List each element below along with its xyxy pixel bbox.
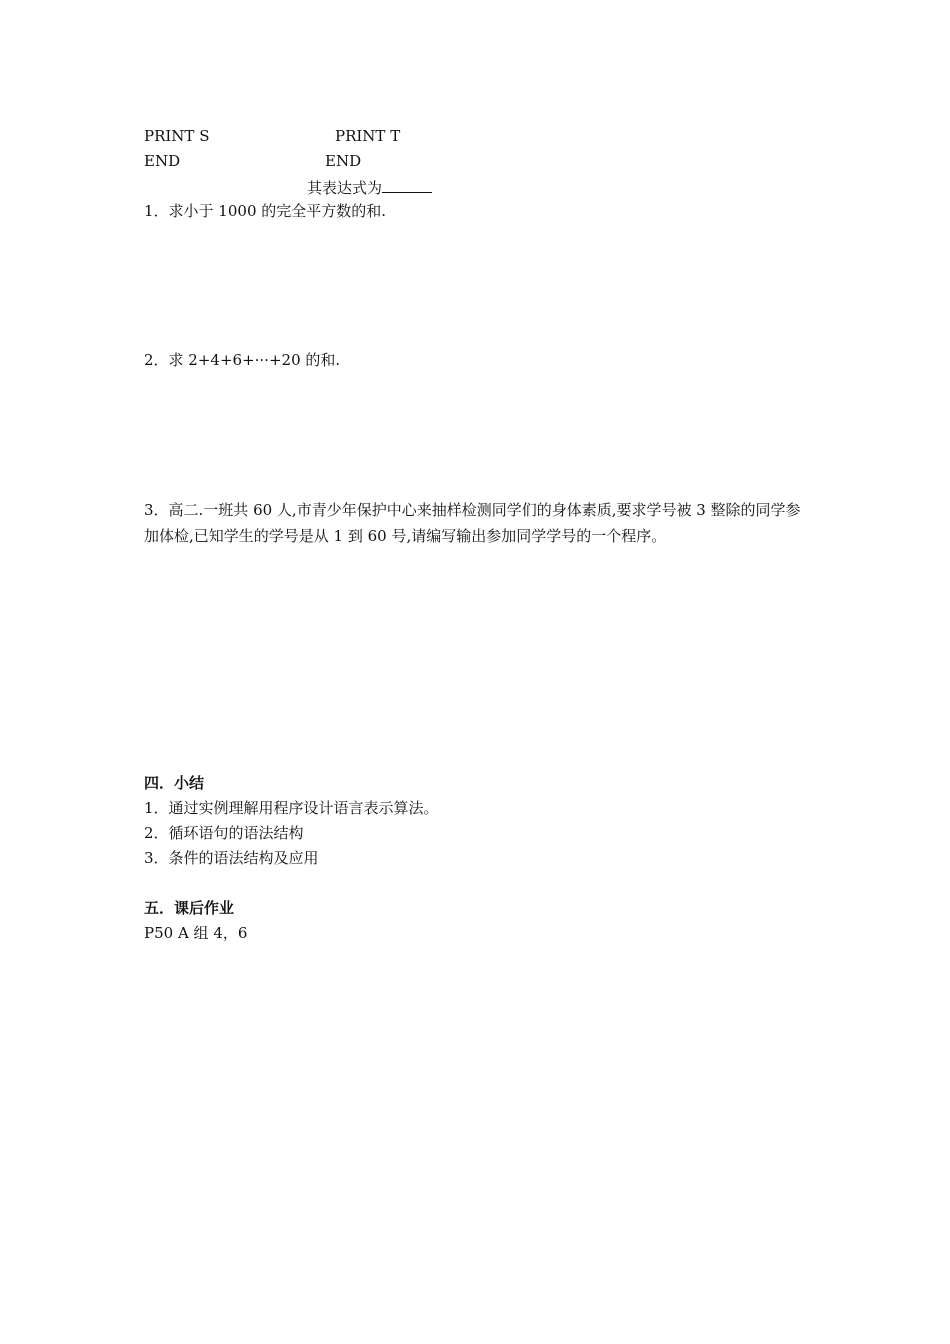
exercise-1: 1．求小于 1000 的完全平方数的和.	[144, 202, 387, 220]
summary-item-3: 3．条件的语法结构及应用	[144, 849, 319, 867]
homework-text: P50 A 组 4，6	[144, 924, 248, 942]
expression-label: 其表达式为	[307, 179, 383, 197]
code-end-right: END	[325, 152, 362, 170]
expression-blank	[382, 176, 432, 193]
code-print-s: PRINT S	[144, 127, 210, 145]
homework-heading: 五．课后作业	[144, 899, 235, 917]
summary-heading: 四．小结	[144, 774, 205, 792]
code-print-t: PRINT T	[335, 127, 401, 145]
exercise-3: 3．高二.一班共 60 人,市青少年保护中心来抽样检测同学们的身体素质,要求学号被 3 整除的同学参加体检,已知学生的学号是从 1 到 60 号,请编写输出参加同学学号的一个程序。	[144, 501, 801, 545]
expression-line	[307, 176, 432, 198]
summary-item-2: 2．循环语句的语法结构	[144, 824, 304, 842]
summary-item-1: 1．通过实例理解用程序设计语言表示算法。	[144, 799, 439, 817]
exercise-2: 2．求 2+4+6+···+20 的和.	[144, 351, 341, 369]
code-end-left: END	[144, 152, 181, 170]
